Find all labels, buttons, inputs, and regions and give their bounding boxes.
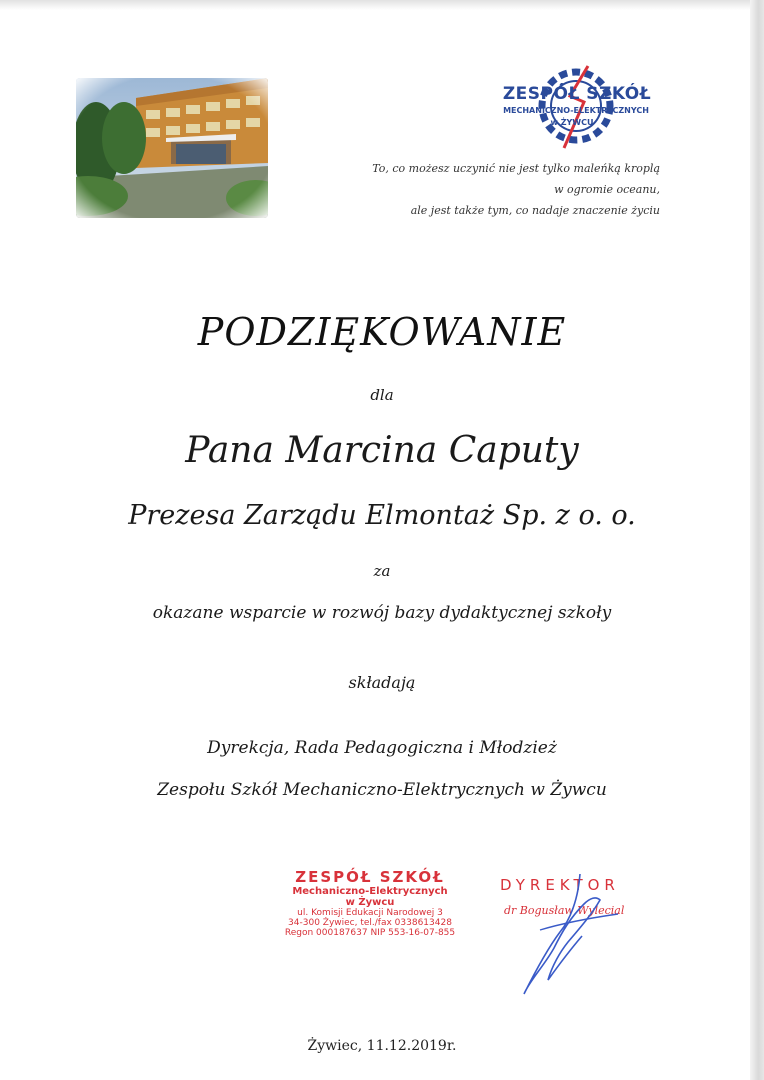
stamp-line: 34-300 Żywiec, tel./fax 0338613428 (288, 918, 452, 928)
stamp-line: ZESPÓŁ SZKÓŁ (295, 868, 445, 886)
quote-line: w ogromie oceanu, (554, 183, 660, 196)
logo-subtitle: MECHANICZNO-ELEKTRYCZNYCH (503, 106, 649, 115)
from-line-1: Dyrekcja, Rada Pedagogiczna i Młodzież (207, 738, 557, 758)
za-word: za (373, 562, 391, 580)
quote-line: ale jest także tym, co nadaje znaczenie życiu (410, 204, 660, 217)
scan-right-edge (750, 0, 764, 1080)
motto-quote (330, 158, 660, 221)
logo-city: w ŻYWCU (550, 118, 594, 127)
director-signature (500, 870, 620, 1000)
composing-word: składają (348, 673, 416, 692)
scan-top-edge (0, 0, 764, 10)
school-logo (484, 62, 660, 154)
logo-title: ZESPÓŁ SZKÓŁ (502, 84, 652, 104)
thanks-reason: okazane wsparcie w rozwój bazy dydaktycznej szkoły (152, 603, 612, 623)
stamp-line: ul. Komisji Edukacji Narodowej 3 (297, 908, 443, 918)
certificate-title: PODZIĘKOWANIE (197, 310, 567, 354)
recipient-position: Prezesa Zarządu Elmontaż Sp. z o. o. (128, 500, 636, 531)
school-building-photo (76, 78, 268, 218)
quote-line: To, co możesz uczynić nie jest tylko maleńką kroplą (372, 162, 660, 175)
recipient-name: Pana Marcina Caputy (185, 430, 579, 471)
director-title: DYREKTOR (500, 876, 620, 894)
place-and-date: Żywiec, 11.12.2019r. (307, 1038, 457, 1054)
from-line-2: Zespołu Szkół Mechaniczno-Elektrycznych w Żywcu (157, 780, 607, 800)
stamp-line: Regon 000187637 NIP 553-16-07-855 (284, 928, 456, 938)
school-stamp (270, 868, 470, 938)
stamp-line: w Żywcu (345, 897, 395, 908)
stamp-line: Mechaniczno-Elektrycznych (292, 886, 448, 897)
director-name: dr Bogusław Wylecial (504, 904, 625, 917)
for-word: dla (370, 386, 394, 404)
